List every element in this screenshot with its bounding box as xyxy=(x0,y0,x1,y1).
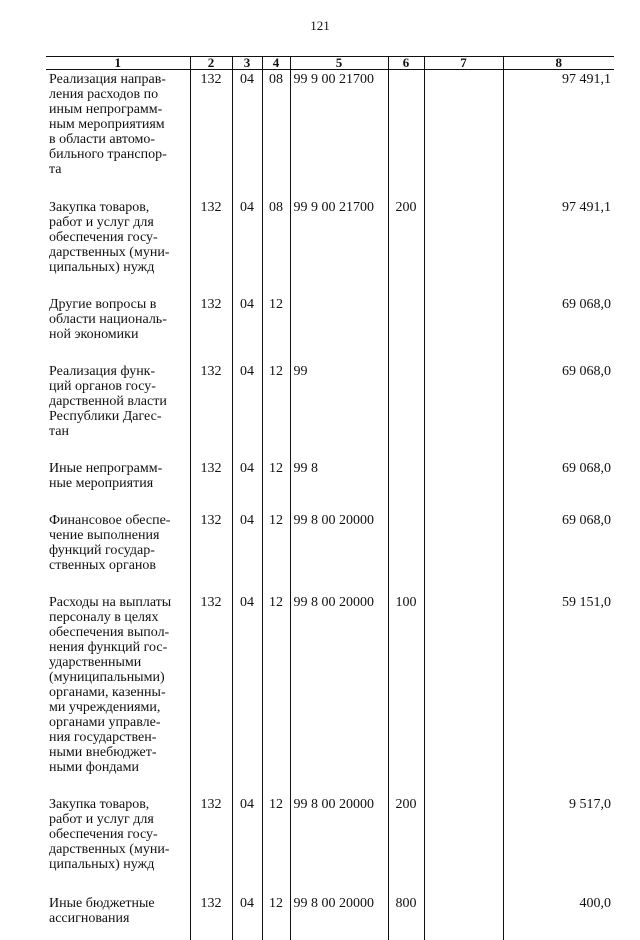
row-name-line: бильного транспор- xyxy=(49,147,187,162)
row-name-line: тан xyxy=(49,424,187,439)
row-name-line: ударственными xyxy=(49,655,187,670)
row-name-cell xyxy=(46,511,190,593)
row-name-line: обеспечения выпол- xyxy=(49,625,187,640)
subsection-code-cell: 12 xyxy=(262,795,290,894)
row-name-line: (муниципальными) xyxy=(49,670,187,685)
row-name-line: иным непрограмм- xyxy=(49,102,187,117)
target-article-cell: 99 9 00 21700 xyxy=(290,70,388,199)
target-article-cell: 99 8 xyxy=(290,459,388,511)
target-article-cell: 99 9 00 21700 xyxy=(290,198,388,295)
row-name-line: ления расходов по xyxy=(49,87,187,102)
row-name-line: нения функций гос- xyxy=(49,640,187,655)
column-7-cell xyxy=(424,894,503,940)
amount-cell: 97 491,1 xyxy=(503,198,614,295)
expense-type-cell: 200 xyxy=(388,198,424,295)
row-name-line: ственных органов xyxy=(49,558,187,573)
table-row xyxy=(46,459,614,511)
admin-code-cell: 132 xyxy=(190,894,232,940)
row-name-line: персоналу в целях xyxy=(49,610,187,625)
row-name-line: области националь- xyxy=(49,312,187,327)
table-row xyxy=(46,295,614,362)
row-name-cell xyxy=(46,894,190,940)
row-name-line: та xyxy=(49,162,187,177)
target-article-cell: 99 8 00 20000 xyxy=(290,894,388,940)
column-7-cell xyxy=(424,511,503,593)
row-name-cell xyxy=(46,362,190,459)
row-name-line: ными фондами xyxy=(49,760,187,775)
page-number: 121 xyxy=(0,18,640,34)
subsection-code-cell: 12 xyxy=(262,511,290,593)
admin-code-cell: 132 xyxy=(190,198,232,295)
column-header-3: 3 xyxy=(232,57,262,70)
subsection-code-cell: 12 xyxy=(262,362,290,459)
column-header-5: 5 xyxy=(290,57,388,70)
table-row xyxy=(46,511,614,593)
target-article-cell: 99 xyxy=(290,362,388,459)
section-code-cell: 04 xyxy=(232,593,262,795)
row-name-line: работ и услуг для xyxy=(49,215,187,230)
row-name-line: работ и услуг для xyxy=(49,812,187,827)
admin-code-cell: 132 xyxy=(190,795,232,894)
row-name-line: ципальных) нужд xyxy=(49,857,187,872)
row-name-line: органами управле- xyxy=(49,715,187,730)
row-name-line: Реализация функ- xyxy=(49,364,187,379)
row-name-line: Другие вопросы в xyxy=(49,297,187,312)
row-name-line: ным мероприятиям xyxy=(49,117,187,132)
column-7-cell xyxy=(424,198,503,295)
amount-cell: 400,0 xyxy=(503,894,614,940)
expense-type-cell xyxy=(388,295,424,362)
column-header-8: 8 xyxy=(503,57,614,70)
column-header-7: 7 xyxy=(424,57,503,70)
table-header-row xyxy=(46,57,614,70)
row-name-line: Иные непрограмм- xyxy=(49,461,187,476)
table-row xyxy=(46,593,614,795)
amount-cell: 69 068,0 xyxy=(503,362,614,459)
subsection-code-cell: 08 xyxy=(262,198,290,295)
row-name-line: ные мероприятия xyxy=(49,476,187,491)
expense-type-cell xyxy=(388,70,424,199)
section-code-cell: 04 xyxy=(232,198,262,295)
row-name-line: дарственных (муни- xyxy=(49,842,187,857)
target-article-cell: 99 8 00 20000 xyxy=(290,795,388,894)
subsection-code-cell: 12 xyxy=(262,894,290,940)
table-row xyxy=(46,362,614,459)
subsection-code-cell: 12 xyxy=(262,459,290,511)
row-name-cell xyxy=(46,295,190,362)
expense-type-cell xyxy=(388,511,424,593)
admin-code-cell: 132 xyxy=(190,70,232,199)
expense-type-cell: 200 xyxy=(388,795,424,894)
row-name-line: Иные бюджетные xyxy=(49,896,187,911)
column-7-cell xyxy=(424,795,503,894)
column-header-6: 6 xyxy=(388,57,424,70)
row-name-line: в области автомо- xyxy=(49,132,187,147)
row-name-line: обеспечения госу- xyxy=(49,827,187,842)
table-row xyxy=(46,70,614,199)
row-name-line: обеспечения госу- xyxy=(49,230,187,245)
admin-code-cell: 132 xyxy=(190,295,232,362)
expense-type-cell xyxy=(388,362,424,459)
subsection-code-cell: 12 xyxy=(262,295,290,362)
table-row xyxy=(46,795,614,894)
row-name-line: дарственных (муни- xyxy=(49,245,187,260)
row-name-line: ными внебюджет- xyxy=(49,745,187,760)
row-name-line: ния государствен- xyxy=(49,730,187,745)
column-header-1: 1 xyxy=(46,57,190,70)
amount-cell: 69 068,0 xyxy=(503,459,614,511)
admin-code-cell: 132 xyxy=(190,362,232,459)
budget-table xyxy=(46,56,614,940)
row-name-line: Расходы на выплаты xyxy=(49,595,187,610)
amount-cell: 59 151,0 xyxy=(503,593,614,795)
row-name-line: ассигнования xyxy=(49,911,187,926)
row-name-line: Закупка товаров, xyxy=(49,797,187,812)
row-name-line: Реализация направ- xyxy=(49,72,187,87)
admin-code-cell: 132 xyxy=(190,593,232,795)
subsection-code-cell: 12 xyxy=(262,593,290,795)
row-name-cell xyxy=(46,593,190,795)
table-row xyxy=(46,894,614,940)
expense-type-cell xyxy=(388,459,424,511)
column-7-cell xyxy=(424,593,503,795)
row-name-line: Закупка товаров, xyxy=(49,200,187,215)
row-name-line: дарственной власти xyxy=(49,394,187,409)
section-code-cell: 04 xyxy=(232,894,262,940)
expense-type-cell: 800 xyxy=(388,894,424,940)
row-name-cell xyxy=(46,459,190,511)
section-code-cell: 04 xyxy=(232,295,262,362)
target-article-cell: 99 8 00 20000 xyxy=(290,593,388,795)
section-code-cell: 04 xyxy=(232,362,262,459)
row-name-line: ципальных) нужд xyxy=(49,260,187,275)
column-7-cell xyxy=(424,362,503,459)
section-code-cell: 04 xyxy=(232,511,262,593)
admin-code-cell: 132 xyxy=(190,511,232,593)
row-name-cell xyxy=(46,795,190,894)
admin-code-cell: 132 xyxy=(190,459,232,511)
amount-cell: 69 068,0 xyxy=(503,295,614,362)
amount-cell: 97 491,1 xyxy=(503,70,614,199)
section-code-cell: 04 xyxy=(232,795,262,894)
column-header-2: 2 xyxy=(190,57,232,70)
target-article-cell: 99 8 00 20000 xyxy=(290,511,388,593)
column-header-4: 4 xyxy=(262,57,290,70)
section-code-cell: 04 xyxy=(232,70,262,199)
table-body xyxy=(46,70,614,940)
target-article-cell xyxy=(290,295,388,362)
amount-cell: 9 517,0 xyxy=(503,795,614,894)
row-name-line: органами, казенны- xyxy=(49,685,187,700)
expense-type-cell: 100 xyxy=(388,593,424,795)
column-7-cell xyxy=(424,459,503,511)
row-name-line: ми учреждениями, xyxy=(49,700,187,715)
row-name-line: ной экономики xyxy=(49,327,187,342)
row-name-line: Республики Дагес- xyxy=(49,409,187,424)
row-name-cell xyxy=(46,198,190,295)
column-7-cell xyxy=(424,295,503,362)
amount-cell: 69 068,0 xyxy=(503,511,614,593)
row-name-line: чение выполнения xyxy=(49,528,187,543)
section-code-cell: 04 xyxy=(232,459,262,511)
subsection-code-cell: 08 xyxy=(262,70,290,199)
row-name-line: ций органов госу- xyxy=(49,379,187,394)
row-name-line: функций государ- xyxy=(49,543,187,558)
row-name-cell xyxy=(46,70,190,199)
table-row xyxy=(46,198,614,295)
column-7-cell xyxy=(424,70,503,199)
row-name-line: Финансовое обеспе- xyxy=(49,513,187,528)
